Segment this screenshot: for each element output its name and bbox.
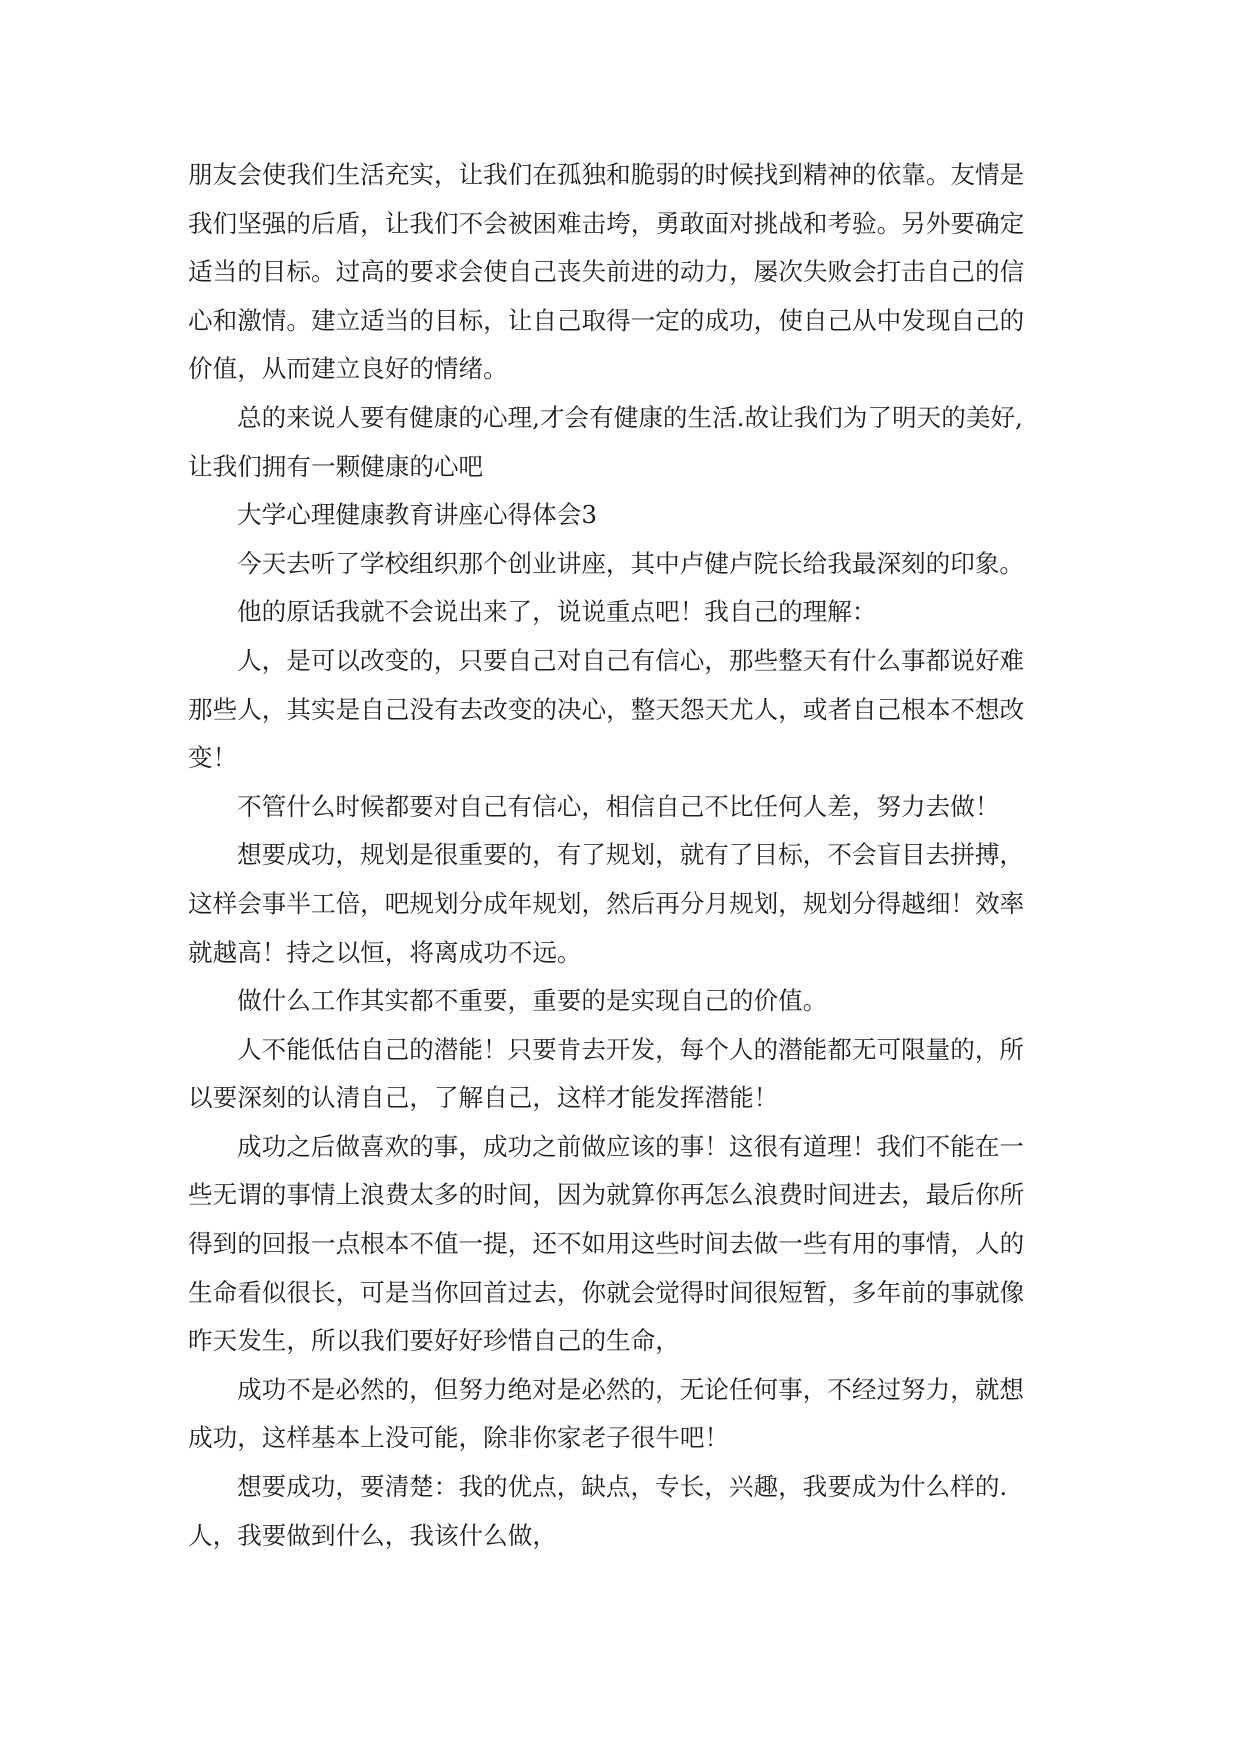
paragraph xyxy=(188,588,1091,637)
paragraph xyxy=(188,637,1091,783)
text-line: 不管什么时候都要对自己有信心，相信自己不比任何人差，努力去做！ xyxy=(237,791,1000,821)
text-line: 就越高！持之以恒，将离成功不远。 xyxy=(188,937,582,967)
text-line: 生命看似很长，可是当你回首过去，你就会觉得时间很短暂，多年前的事就像 xyxy=(188,1277,1025,1307)
text-line: 朋友会使我们生活充实，让我们在孤独和脆弱的时候找到精神的依靠。友情是 xyxy=(188,160,1025,189)
text-line: 成功，这样基本上没可能，除非你家老子很牛吧！ xyxy=(188,1423,730,1453)
paragraph xyxy=(188,540,1091,589)
heading-text: 大学心理健康教育讲座心得体会3 xyxy=(237,500,597,530)
text-line: 想要成功，要清楚：我的优点，缺点，专长，兴趣，我要成为什么样的. xyxy=(237,1472,1008,1502)
paragraph xyxy=(188,831,1091,977)
paragraph xyxy=(188,1463,1091,1560)
text-line: 昨天发生，所以我们要好好珍惜自己的生命， xyxy=(188,1326,680,1356)
text-line: 心和激情。建立适当的目标，让自己取得一定的成功，使自己从中发现自己的 xyxy=(188,305,1025,335)
text-line: 得到的回报一点根本不值一提，还不如用这些时间去做一些有用的事情，人的 xyxy=(188,1229,1025,1259)
text-line: 那些人，其实是自己没有去改变的决心，整天怨天尤人，或者自己根本不想改 xyxy=(188,694,1025,724)
text-line: 成功之后做喜欢的事，成功之前做应该的事！这很有道理！我们不能在一 xyxy=(237,1131,1025,1161)
paragraph-continuation xyxy=(188,151,1091,394)
paragraph xyxy=(188,394,1091,491)
paragraph xyxy=(188,1026,1091,1123)
text-line: 这样会事半工倍，吧规划分成年规划，然后再分月规划，规划分得越细！效率 xyxy=(188,888,1025,918)
text-line: 人，我要做到什么，我该什么做， xyxy=(188,1520,557,1550)
paragraph xyxy=(188,1123,1091,1366)
text-line: 想要成功，规划是很重要的，有了规划，就有了目标，不会盲目去拼搏， xyxy=(237,840,1025,870)
text-line: 些无谓的事情上浪费太多的时间，因为就算你再怎么浪费时间进去，最后你所 xyxy=(188,1180,1025,1210)
text-line: 人，是可以改变的，只要自己对自己有信心，那些整天有什么事都说好难 xyxy=(237,645,1025,675)
text-line: 我们坚强的后盾，让我们不会被困难击垮，勇敢面对挑战和考验。另外要确定 xyxy=(188,208,1025,238)
text-line: 以要深刻的认清自己，了解自己，这样才能发挥潜能！ xyxy=(188,1083,779,1113)
text-line: 成功不是必然的，但努力绝对是必然的，无论任何事，不经过努力，就想 xyxy=(237,1374,1025,1404)
text-line: 让我们拥有一颗健康的心吧 xyxy=(188,451,484,481)
text-line: 总的来说人要有健康的心理,才会有健康的生活.故让我们为了明天的美好, xyxy=(237,402,1023,432)
section-heading xyxy=(188,491,1091,540)
text-line: 变！ xyxy=(188,743,238,773)
text-line: 他的原话我就不会说出来了，说说重点吧！我自己的理解： xyxy=(237,597,877,627)
paragraph xyxy=(188,977,1091,1026)
text-line: 适当的目标。过高的要求会使自己丧失前进的动力，屡次失败会打击自己的信 xyxy=(188,257,1025,287)
paragraph xyxy=(188,783,1091,832)
text-line: 人不能低估自己的潜能！只要肯去开发，每个人的潜能都无可限量的，所 xyxy=(237,1034,1025,1064)
text-line: 今天去听了学校组织那个创业讲座，其中卢健卢院长给我最深刻的印象。 xyxy=(237,548,1025,578)
text-line: 做什么工作其实都不重要，重要的是实现自己的价值。 xyxy=(237,986,828,1016)
text-line: 价值，从而建立良好的情绪。 xyxy=(188,354,508,384)
paragraph xyxy=(188,1366,1091,1463)
